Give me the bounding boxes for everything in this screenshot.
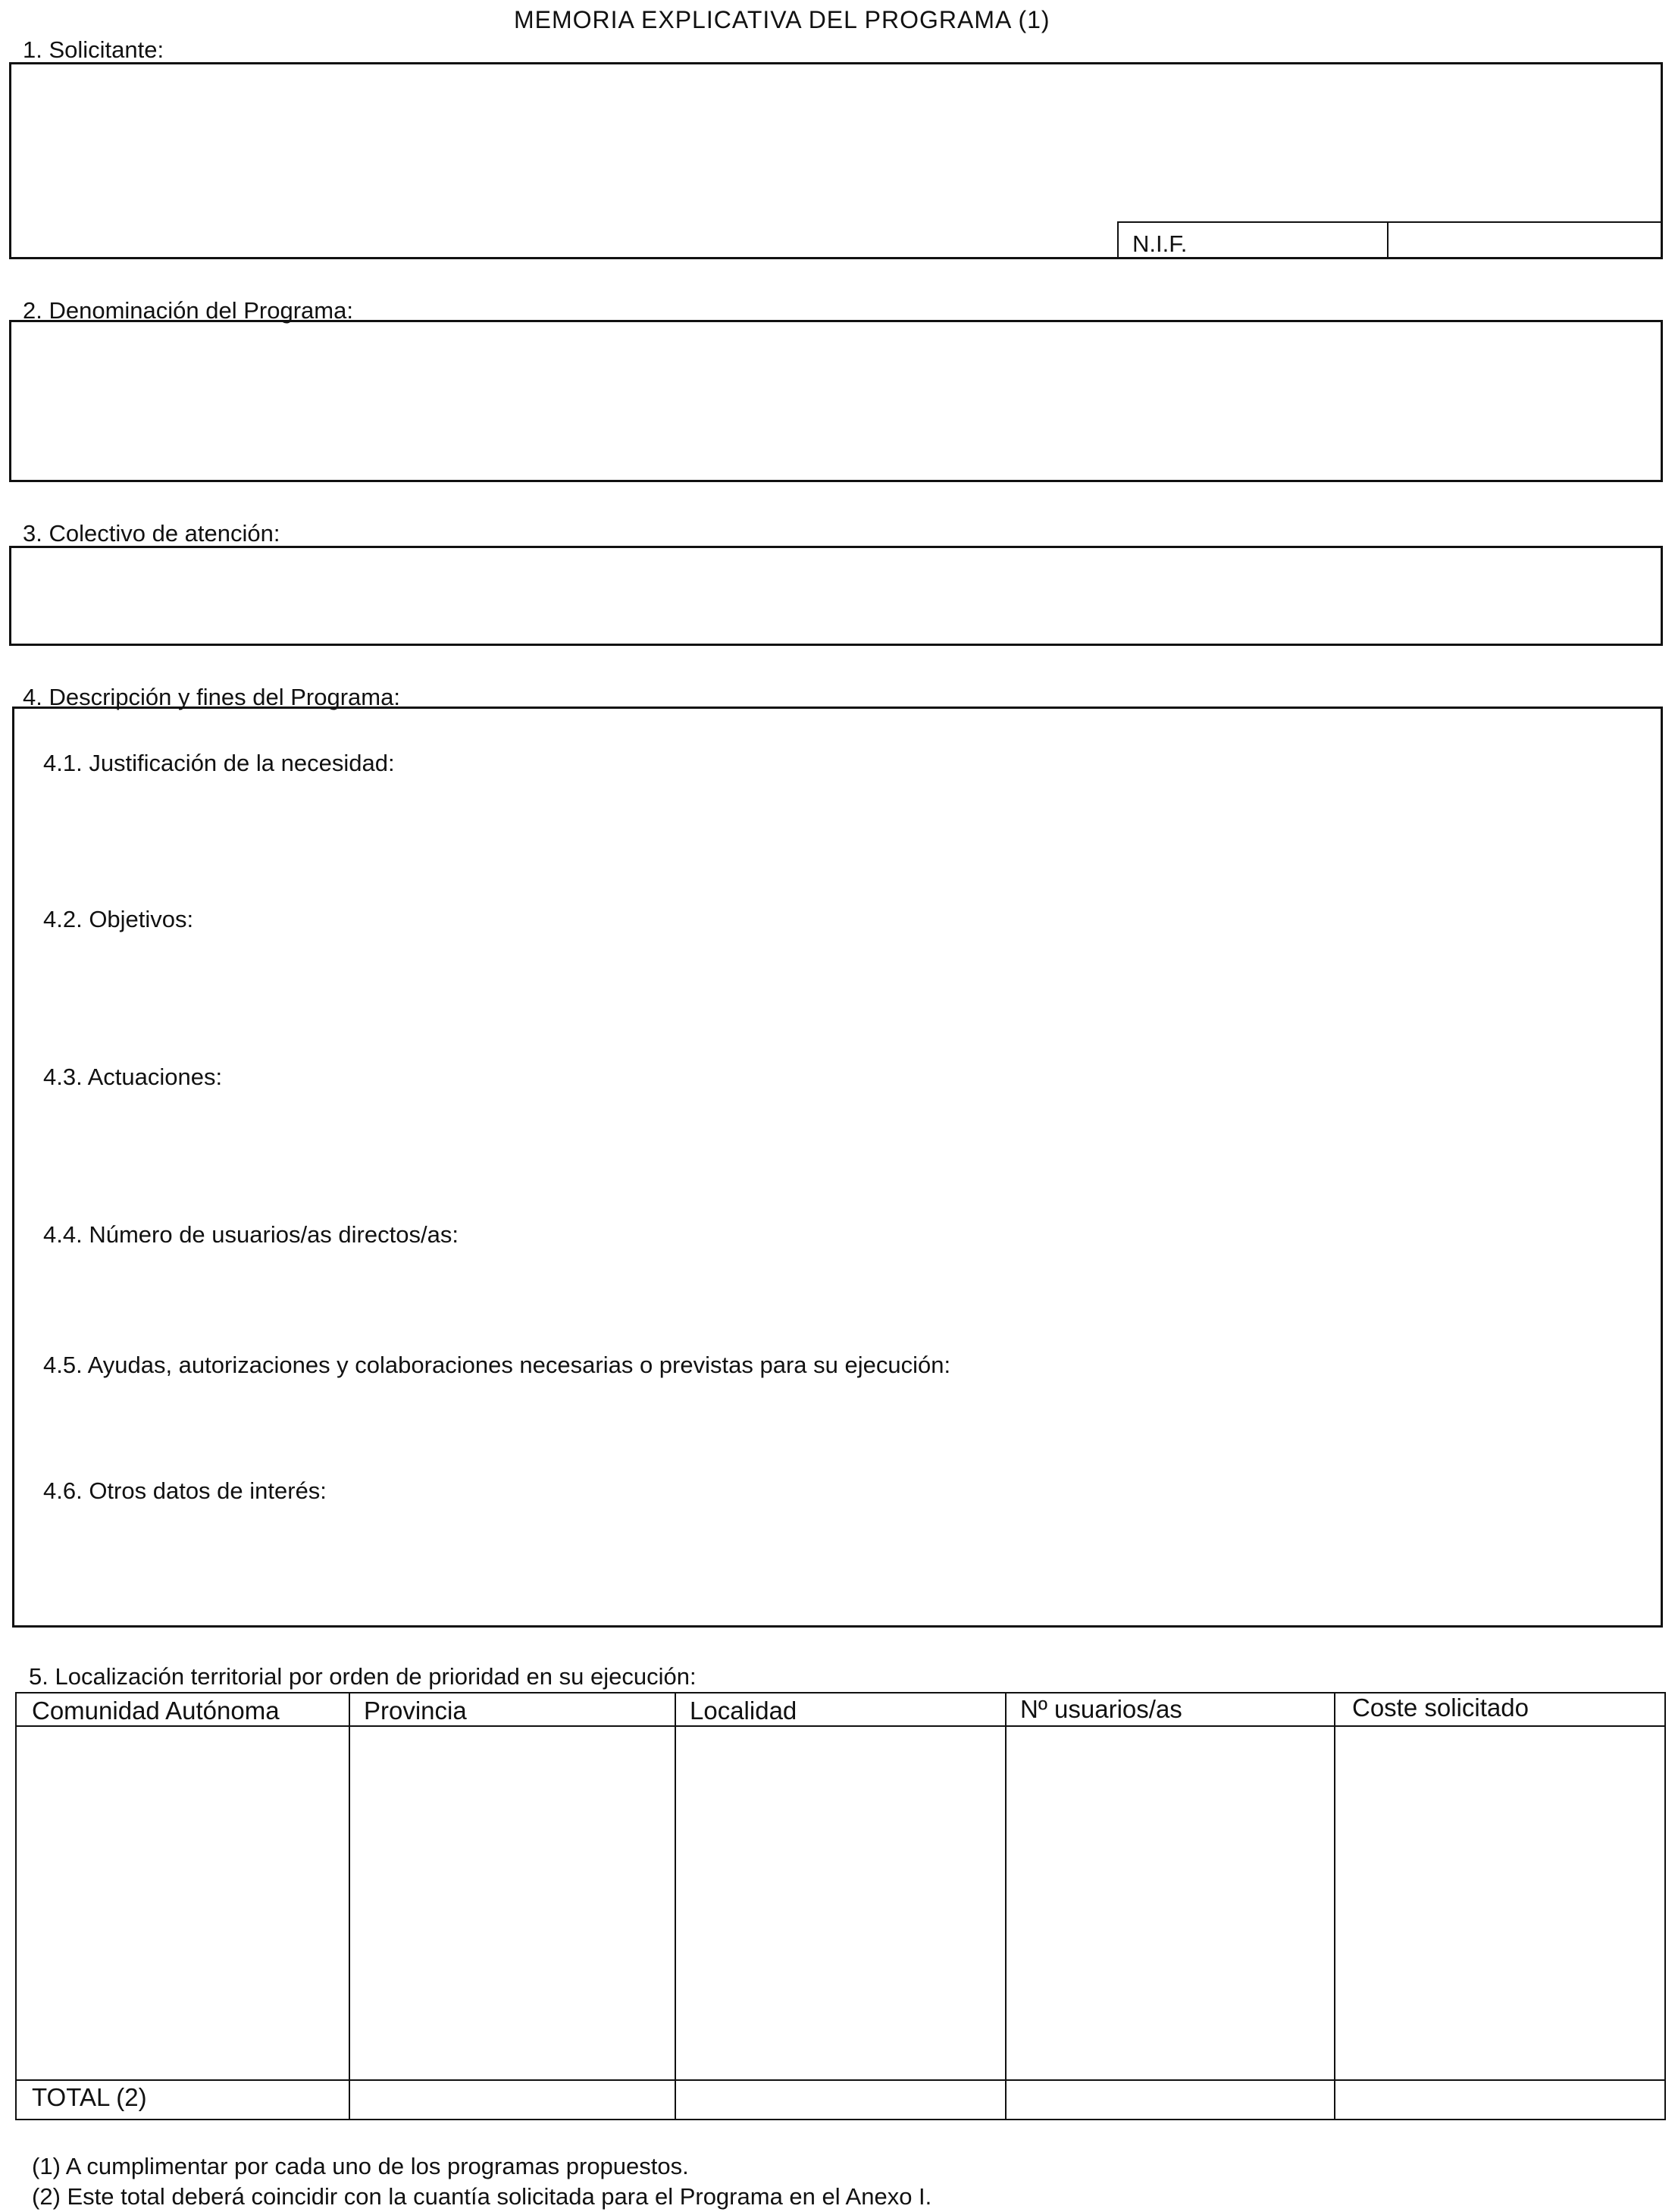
section-4-label: 4. Descripción y fines del Programa: <box>23 684 400 710</box>
page-title: MEMORIA EXPLICATIVA DEL PROGRAMA (1) <box>514 6 1050 33</box>
subitem-actions: 4.3. Actuaciones: <box>43 1064 223 1090</box>
footnote-2: (2) Este total deberá coincidir con la cuantía solicitada para el Programa en el Anexo I. <box>32 2183 932 2210</box>
cell-users[interactable] <box>1007 1727 1334 2079</box>
total-locality[interactable] <box>676 2081 1005 2119</box>
section-5-label: 5. Localización territorial por orden de prioridad en su ejecución: <box>29 1663 697 1690</box>
location-table <box>15 1692 1666 2120</box>
program-name-field[interactable] <box>9 320 1663 482</box>
section-2-label: 2. Denominación del Programa: <box>23 297 353 324</box>
total-province[interactable] <box>350 2081 675 2119</box>
cell-province[interactable] <box>350 1727 675 2079</box>
total-label: TOTAL (2) <box>32 2083 147 2111</box>
total-cost[interactable] <box>1335 2081 1664 2119</box>
nif-label-cell <box>1117 221 1389 259</box>
subitem-direct-users: 4.4. Número de usuarios/as directos/as: <box>43 1221 459 1248</box>
cell-community[interactable] <box>18 1727 349 2079</box>
column-header-province: Provincia <box>364 1697 467 1725</box>
nif-input[interactable] <box>1387 221 1663 259</box>
column-header-community: Comunidad Autónoma <box>32 1697 280 1725</box>
subitem-justification: 4.1. Justificación de la necesidad: <box>43 750 395 776</box>
column-header-users: Nº usuarios/as <box>1020 1695 1182 1723</box>
subitem-other-data: 4.6. Otros datos de interés: <box>43 1477 327 1504</box>
subitem-objectives: 4.2. Objetivos: <box>43 906 194 932</box>
section-1-label: 1. Solicitante: <box>23 36 164 63</box>
subitem-aids-authorizations: 4.5. Ayudas, autorizaciones y colaboraciones necesarias o previstas para su ejecución: <box>43 1352 951 1378</box>
cell-cost[interactable] <box>1335 1727 1664 2079</box>
nif-label: N.I.F. <box>1132 230 1188 257</box>
total-users[interactable] <box>1007 2081 1334 2119</box>
cell-locality[interactable] <box>676 1727 1005 2079</box>
target-group-field[interactable] <box>9 546 1663 646</box>
column-header-locality: Localidad <box>690 1697 797 1725</box>
footnote-1: (1) A cumplimentar por cada uno de los programas propuestos. <box>32 2153 689 2179</box>
description-field[interactable] <box>12 707 1663 1628</box>
section-3-label: 3. Colectivo de atención: <box>23 520 280 547</box>
column-header-cost: Coste solicitado <box>1352 1693 1529 1722</box>
